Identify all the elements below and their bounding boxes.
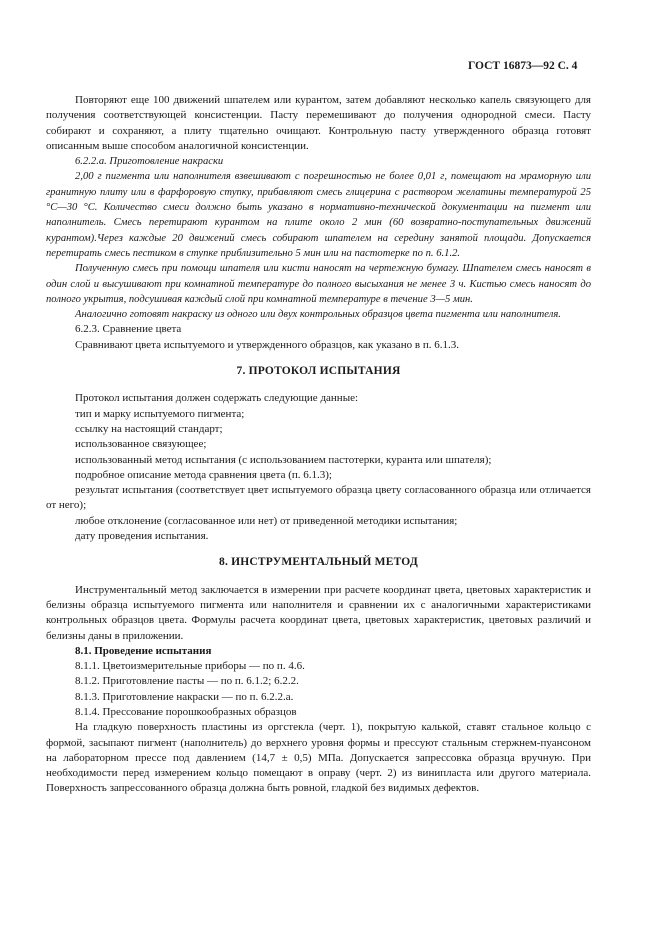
paragraph: 2,00 г пигмента или наполнителя взвешивают с погрешностью не более 0,01 г, помещают на мраморную или гранитную плиту или в фарфоровую ступку, прибавляют смесь глицерина с раствором желатины температурой 25 °C—30 °C. Количество смеси должно быть указано в нормативно-технической документации на пигмент или наполнитель. Смесь перетирают курантом на плите около 2 мин (60 возвратно-поступательных движений курантом).Через каждые 20 движений смесь собирают шпателем на середину занятой площади. Допускается перетирать смесь пестиком в ступке приблизительно 5 мин или на пастотерке по п. 6.1.2.: [46, 171, 591, 259]
list-item: ссылку на настоящий стандарт;: [75, 422, 223, 435]
section-8-1-1: 8.1.1. Цветоизмерительные приборы — по п. 4.6.: [75, 660, 305, 673]
paragraph: Полученную смесь при помощи шпателя или кисти наносят на чертежную бумагу. Шпателем смесь наносят в один слой и высушивают при комнатной температуре до полного высыхания не менее 3 ч. Кистью смесь наносят до полного укрытия, подсушивая каждый слой при комнатной температуре в течение 3—5 мин.: [46, 263, 591, 305]
section-6-2-2a-heading: 6.2.2.а. Приготовление накраски: [75, 156, 224, 168]
section-8-title: 8. ИНСТРУМЕНТАЛЬНЫЙ МЕТОД: [219, 556, 418, 569]
paragraph: Сравнивают цвета испытуемого и утвержденного образцов, как указано в п. 6.1.3.: [75, 338, 459, 351]
list-item: дату проведения испытания.: [75, 530, 209, 543]
section-8-1-heading: 8.1. Проведение испытания: [75, 644, 212, 657]
paragraph: Аналогично готовят накраску из одного или двух контрольных образцов цвета пигмента или наполнителя.: [75, 309, 561, 321]
section-8-1-4: 8.1.4. Прессование порошкообразных образцов: [75, 705, 297, 718]
section-6-2-3-heading: 6.2.3. Сравнение цвета: [75, 323, 182, 336]
section-8-1-2: 8.1.2. Приготовление пасты — по п. 6.1.2; 6.2.2.: [75, 675, 299, 688]
section-7-title: 7. ПРОТОКОЛ ИСПЫТАНИЯ: [236, 365, 401, 378]
list-item: результат испытания (соответствует цвет испытуемого образца цвету согласованного образца или отличается от него);: [46, 484, 591, 512]
paragraph: Протокол испытания должен содержать следующие данные:: [75, 392, 359, 405]
page-body: [46, 93, 591, 797]
page-header: ГОСТ 16873—92 С. 4: [468, 60, 578, 72]
list-item: использованное связующее;: [75, 438, 207, 451]
list-item: тип и марку испытуемого пигмента;: [75, 407, 245, 420]
list-item: любое отклонение (согласованное или нет) от приведенной методики испытания;: [75, 514, 458, 527]
list-item: подробное описание метода сравнения цвета (п. 6.1.3);: [75, 468, 332, 481]
list-item: использованный метод испытания (с использованием пастотерки, куранта или шпателя);: [75, 453, 492, 466]
section-8-1-3: 8.1.3. Приготовление накраски — по п. 6.2.2.а.: [75, 690, 294, 703]
paragraph: На гладкую поверхность пластины из оргстекла (черт. 1), покрытую калькой, ставят стальное кольцо с формой, засыпают пигмент (наполнитель) до верхнего уровня формы и прессуют стальным стержнем-пуансоном на лабораторном прессе под давлением (14,7 ± 0,5) МПа. Допускается запрессовка образца вручную. При необходимости перед измерением кольцо помещают в оправу (черт. 2) из винипласта или другого материала. Поверхность запрессованного образца должна быть ровной, гладкой без видимых дефектов.: [46, 721, 591, 795]
paragraph: Инструментальный метод заключается в измерении при расчете координат цвета, цветовых характеристик и белизны образца испытуемого пигмента или наполнителя и сравнении их с аналогичными характеристиками контрольных образцов цвета. Формулы расчета координат цвета, цветовых характеристик, цветовых различий и белизны даны в приложении.: [46, 583, 591, 642]
paragraph: Повторяют еще 100 движений шпателем или курантом, затем добавляют несколько капель связующего для получения соответствующей консистенции. Пасту перемешивают до получения однородной смеси. Пасту собирают и сохраняют, а плиту тщательно очищают. Контрольную пасту утвержденного образца готовят описанным выше способом аналогичной консистенции.: [46, 94, 591, 152]
